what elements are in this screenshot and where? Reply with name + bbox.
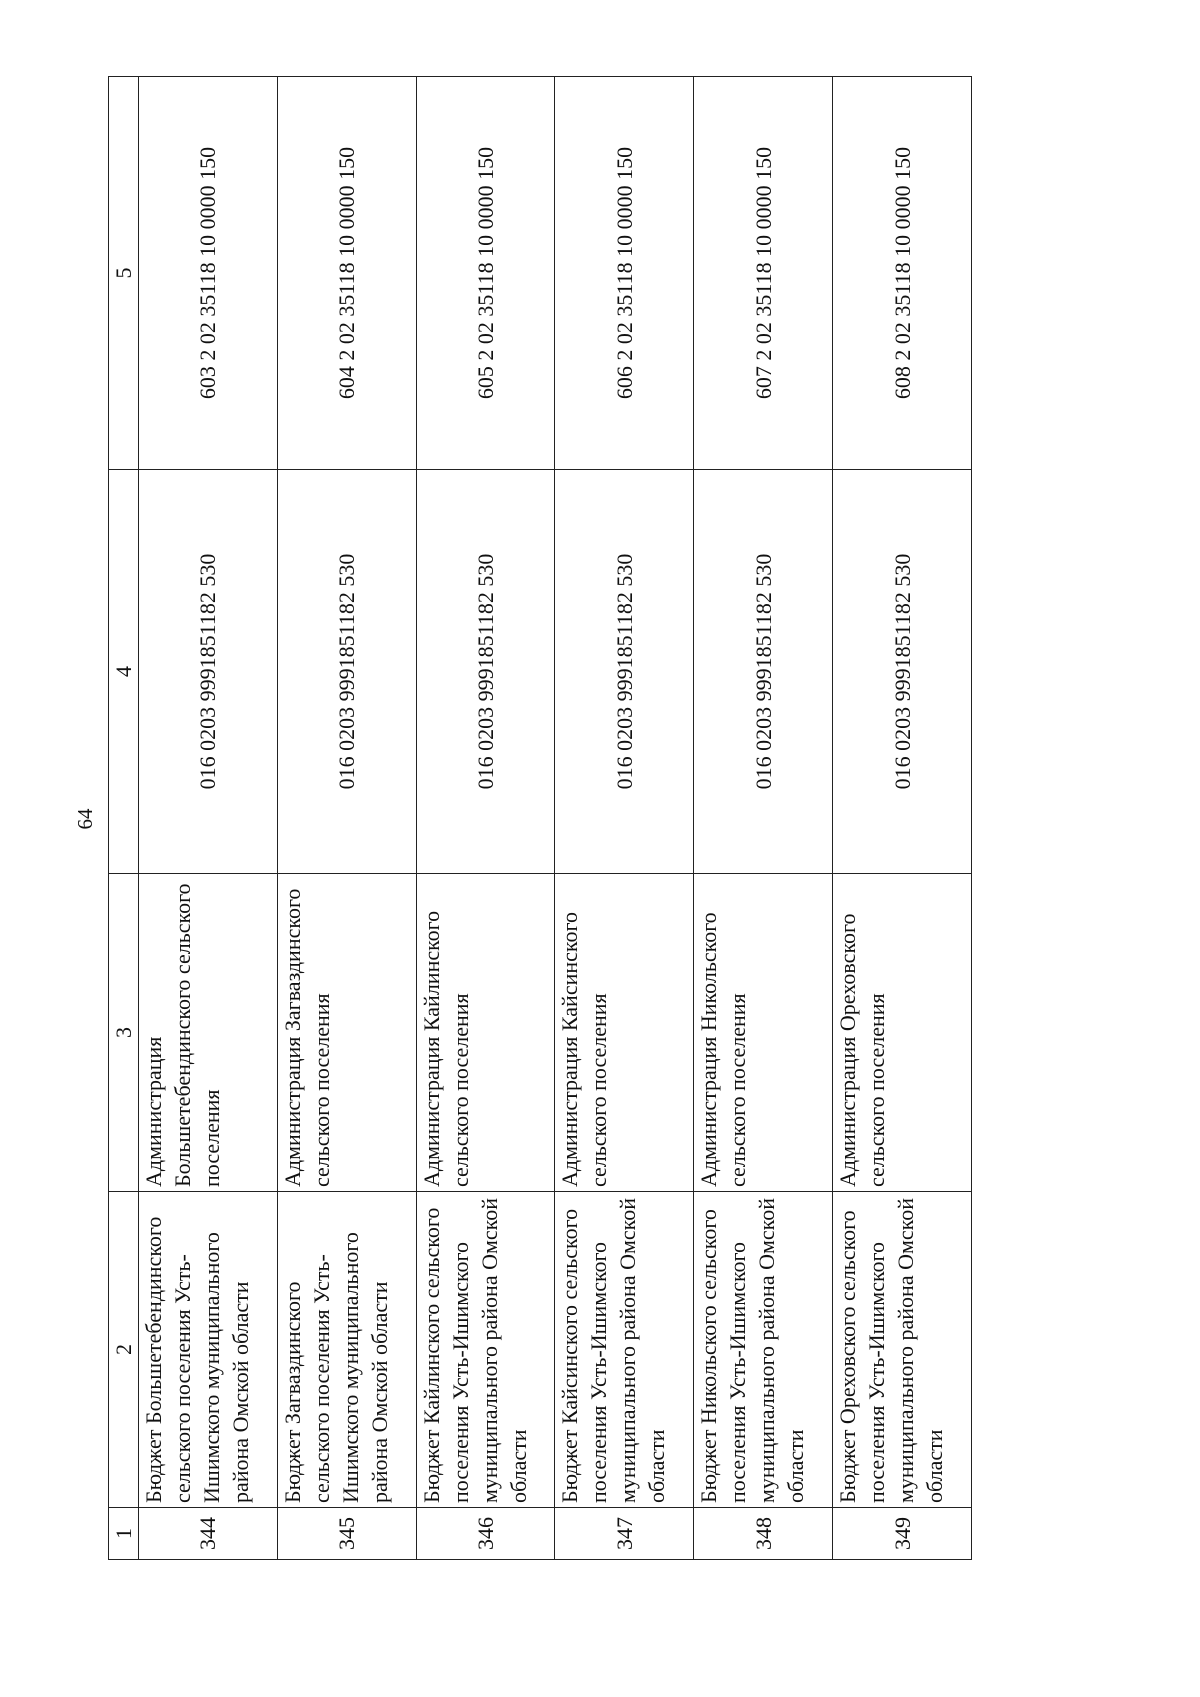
header-cell-1: 1 (109, 1508, 139, 1560)
budget-classification-code-cell: 016 0203 9991851182 530 (833, 470, 972, 874)
header-cell-4: 4 (109, 470, 139, 874)
row-number: 344 (139, 1508, 278, 1560)
revenue-code-cell: 608 2 02 35118 10 0000 150 (833, 77, 972, 470)
row-number: 345 (277, 1508, 416, 1560)
revenue-code-cell: 604 2 02 35118 10 0000 150 (277, 77, 416, 470)
header-cell-2: 2 (109, 1192, 139, 1508)
table-row (139, 77, 278, 1560)
row-number: 349 (833, 1508, 972, 1560)
row-number: 346 (416, 1508, 555, 1560)
table-row (694, 77, 833, 1560)
budget-name-cell: Бюджет Загваздинского сельского поселения Усть-Ишимского муниципального района Омской области (277, 1192, 416, 1508)
table-row (833, 77, 972, 1560)
budget-name-cell: Бюджет Кайсинского сельского поселения Усть-Ишимского муниципального района Омской области (555, 1192, 694, 1508)
budget-classification-code-cell: 016 0203 9991851182 530 (277, 470, 416, 874)
budget-classification-code-cell: 016 0203 9991851182 530 (139, 470, 278, 874)
table-row (555, 77, 694, 1560)
administrator-cell: Администрация Никольского сельского поселения (694, 874, 833, 1192)
revenue-code-cell: 605 2 02 35118 10 0000 150 (416, 77, 555, 470)
administrator-cell: Администрация Кайсинского сельского поселения (555, 874, 694, 1192)
row-number: 347 (555, 1508, 694, 1560)
page-number: 64 (73, 808, 97, 830)
administrator-cell: Администрация Ореховского сельского поселения (833, 874, 972, 1192)
revenue-code-cell: 603 2 02 35118 10 0000 150 (139, 77, 278, 470)
budget-name-cell: Бюджет Большетебендинского сельского поселения Усть-Ишимского муниципального района Омской области (139, 1192, 278, 1508)
budget-table (108, 76, 972, 1560)
table-header-row (109, 77, 139, 1560)
table-row (277, 77, 416, 1560)
revenue-code-cell: 607 2 02 35118 10 0000 150 (694, 77, 833, 470)
budget-name-cell: Бюджет Никольского сельского поселения Усть-Ишимского муниципального района Омской области (694, 1192, 833, 1508)
administrator-cell: Администрация Кайлинского сельского поселения (416, 874, 555, 1192)
row-number: 348 (694, 1508, 833, 1560)
document-table-rotated (108, 77, 972, 1560)
table-row (416, 77, 555, 1560)
budget-name-cell: Бюджет Ореховского сельского поселения Усть-Ишимского муниципального района Омской области (833, 1192, 972, 1508)
administrator-cell: Администрация Большетебендинского сельского поселения (139, 874, 278, 1192)
header-cell-5: 5 (109, 77, 139, 470)
budget-name-cell: Бюджет Кайлинского сельского поселения Усть-Ишимского муниципального района Омской области (416, 1192, 555, 1508)
budget-classification-code-cell: 016 0203 9991851182 530 (416, 470, 555, 874)
administrator-cell: Администрация Загваздинского сельского поселения (277, 874, 416, 1192)
budget-classification-code-cell: 016 0203 9991851182 530 (694, 470, 833, 874)
budget-classification-code-cell: 016 0203 9991851182 530 (555, 470, 694, 874)
revenue-code-cell: 606 2 02 35118 10 0000 150 (555, 77, 694, 470)
header-cell-3: 3 (109, 874, 139, 1192)
